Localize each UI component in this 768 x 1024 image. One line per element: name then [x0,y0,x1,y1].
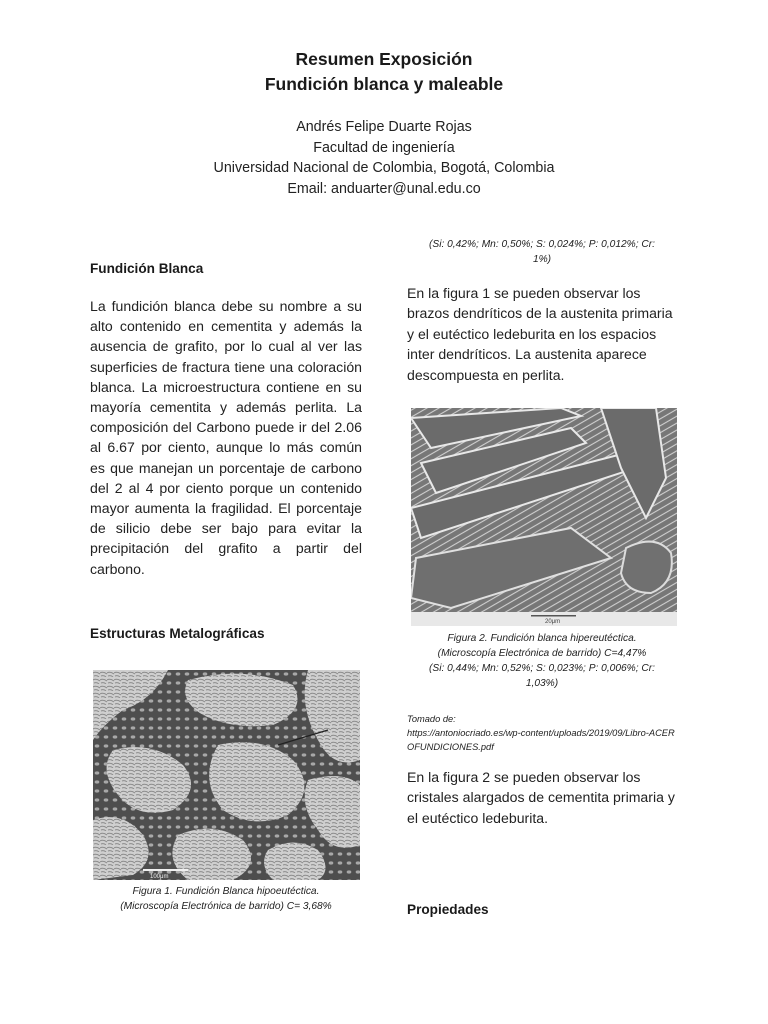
figure-2-caption [407,631,677,691]
figure-2-micrograph [411,408,677,626]
author-name: Andrés Felipe Duarte Rojas [296,119,472,135]
figure-2-caption-line2: (Microscopía Electrónica de barrido) C=4,47% [437,648,647,659]
composition-line1: (Si: 0,42%; Mn: 0,50%; S: 0,024%; P: 0,012%; Cr: [429,239,655,250]
author-block [0,117,768,199]
paper-title-line1: Resumen Exposición [295,49,473,69]
figure-2-scale-label: 20μm [545,619,561,625]
section-heading-fundicion-blanca: Fundición Blanca [90,261,204,276]
figure-1-caption-line2: (Microscopía Electrónica de barrido) C= 3,68% [120,901,332,912]
paragraph-figura-1: En la figura 1 se pueden observar los brazos dendríticos de la austenita primaria y el eutéctico ledeburita en los espacios inter dendríticos. La austenita aparece descompuesta en perlita. [407,285,673,383]
section-heading-propiedades: Propiedades [407,902,489,917]
figure-2-image [411,408,677,626]
figure-1-caption-line1: Figura 1. Fundición Blanca hipoeutéctica. [132,886,320,897]
source-label: Tomado de: [407,714,456,724]
figure-2-caption-line1: Figura 2. Fundición blanca hipereutéctica. [447,633,637,644]
source-reference [407,712,679,754]
composition-caption [407,237,677,267]
paper-title-line2: Fundición blanca y maleable [264,74,504,94]
section-heading-estructuras: Estructuras Metalográficas [90,626,265,641]
composition-line2: 1%) [532,254,552,265]
figure-2-caption-line4: 1,03%) [525,678,559,689]
figure-1-caption [90,884,362,914]
author-email: Email: anduarter@unal.edu.co [287,180,481,197]
figure-1-scale-label: 100μm [150,874,169,880]
author-faculty: Facultad de ingeniería [313,139,455,156]
figure-2-caption-line3: (Si: 0,44%; Mn: 0,52%; S: 0,023%; P: 0,006%; Cr: [429,663,655,674]
paragraph-figura-2: En la figura 2 se pueden observar los cristales alargados de cementita primaria y el eutéctico ledeburita. [407,769,675,826]
figure-1-micrograph [93,670,360,880]
figure-1-image [93,670,360,880]
author-university: Universidad Nacional de Colombia, Bogotá, Colombia [213,160,555,176]
source-url[interactable]: https://antoniocriado.es/wp-content/uploads/2019/09/Libro-ACEROFUNDICIONES.pdf [407,728,675,752]
paragraph-fundicion-blanca: La fundición blanca debe su nombre a su alto contenido en cementita y además la ausencia de grafito, por lo cual al ver las superficies de fractura tiene una coloración blanca. La microestructura contiene en su mayoría cementita y además perlita. La composición del Carbono puede ir del 2.06 al 6.67 por ciento, aunque lo más común es que manejan un porcentaje de carbono del 2 al 4 por ciento porque un contenido mayor aumenta la fragilidad. El porcentaje de silicio debe ser bajo para evitar la precipitación del grafito a partir del carbono. [90,298,362,577]
